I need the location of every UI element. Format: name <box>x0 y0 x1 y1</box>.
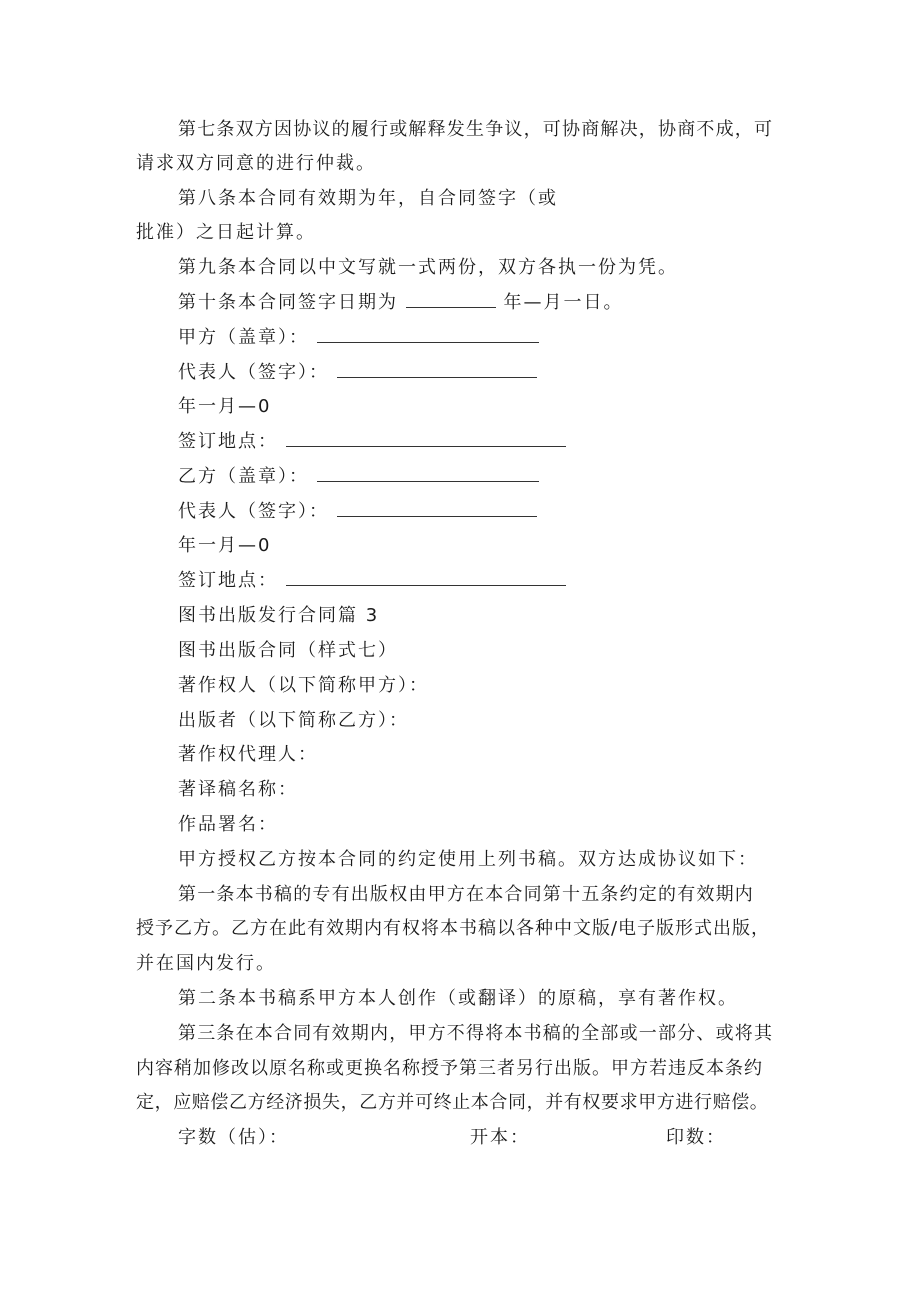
sample-title: 图书出版合同（样式七） <box>178 640 398 661</box>
party-b-seal-line <box>178 466 539 488</box>
place-blank-2 <box>286 571 566 586</box>
article-8-line-1: 第八条本合同有效期为年，自合同签字（或 <box>178 188 558 209</box>
article-1-line-1: 第一条本书稿的专有出版权由甲方在本合同第十五条约定的有效期内 <box>178 884 754 905</box>
signing-year-blank <box>406 293 496 308</box>
author-line: 著作权人（以下简称甲方）： <box>178 675 429 696</box>
word-count-label: 字数（估）： <box>178 1127 289 1148</box>
format-label: 开本： <box>470 1127 530 1148</box>
party-a-seal-blank <box>317 328 539 343</box>
article-3-line-3: 定，应赔偿乙方经济损失，乙方并可终止本合同，并有权要求甲方进行赔偿。 <box>136 1092 769 1113</box>
print-run-label: 印数： <box>666 1127 726 1148</box>
section-heading: 图书出版发行合同篇 3 <box>178 605 380 626</box>
rep-sign-label-2: 代表人（签字）： <box>178 501 329 522</box>
agreement-line: 甲方授权乙方按本合同的约定使用上列书稿。双方达成协议如下： <box>178 849 758 870</box>
date-line-1: 年一月—0 <box>178 396 272 417</box>
place-blank-1 <box>286 432 566 447</box>
party-b-seal-label: 乙方（盖章）： <box>178 466 309 487</box>
article-1-line-3: 并在国内发行。 <box>136 953 276 974</box>
party-a-seal-line <box>178 327 539 349</box>
place-line-1 <box>178 431 566 453</box>
manuscript-line: 著译稿名称： <box>178 779 298 800</box>
article-9: 第九条本合同以中文写就一式两份，双方各执一份为凭。 <box>178 257 678 278</box>
article-1-line-2: 授予乙方。乙方在此有效期内有权将本书稿以各种中文版/电子版形式出版， <box>136 918 771 939</box>
article-3-line-1: 第三条在本合同有效期内，甲方不得将本书稿的全部或一部分、或将其 <box>178 1023 774 1044</box>
article-2: 第二条本书稿系甲方本人创作（或翻译）的原稿，享有著作权。 <box>178 988 738 1009</box>
article-7-line-2: 请求双方同意的进行仲裁。 <box>136 153 376 174</box>
publisher-line: 出版者（以下简称乙方）： <box>178 710 409 731</box>
rep-sign-line-2 <box>178 501 537 523</box>
party-b-seal-blank <box>317 467 539 482</box>
article-7-line-1: 第七条双方因协议的履行或解释发生争议，可协商解决，协商不成，可 <box>178 119 774 140</box>
agent-line: 著作权代理人： <box>178 744 318 765</box>
place-label-2: 签订地点： <box>178 570 278 591</box>
work-signature-line: 作品署名： <box>178 814 278 835</box>
article-10-date-text: 年—月一日。 <box>503 292 624 313</box>
article-10 <box>178 292 623 314</box>
rep-sign-blank-2 <box>337 502 537 517</box>
rep-sign-label-1: 代表人（签字）： <box>178 362 329 383</box>
article-3-line-2: 内容稍加修改以原名称或更换名称授予第三者另行出版。甲方若违反本条约 <box>136 1058 763 1079</box>
place-line-2 <box>178 570 566 592</box>
article-8-line-2: 批准）之日起计算。 <box>136 222 316 243</box>
date-line-2: 年一月—0 <box>178 535 272 556</box>
rep-sign-blank-1 <box>337 363 537 378</box>
place-label-1: 签订地点： <box>178 431 278 452</box>
rep-sign-line-1 <box>178 362 537 384</box>
party-a-seal-label: 甲方（盖章）： <box>178 327 309 348</box>
article-10-text: 第十条本合同签字日期为 <box>178 292 398 313</box>
